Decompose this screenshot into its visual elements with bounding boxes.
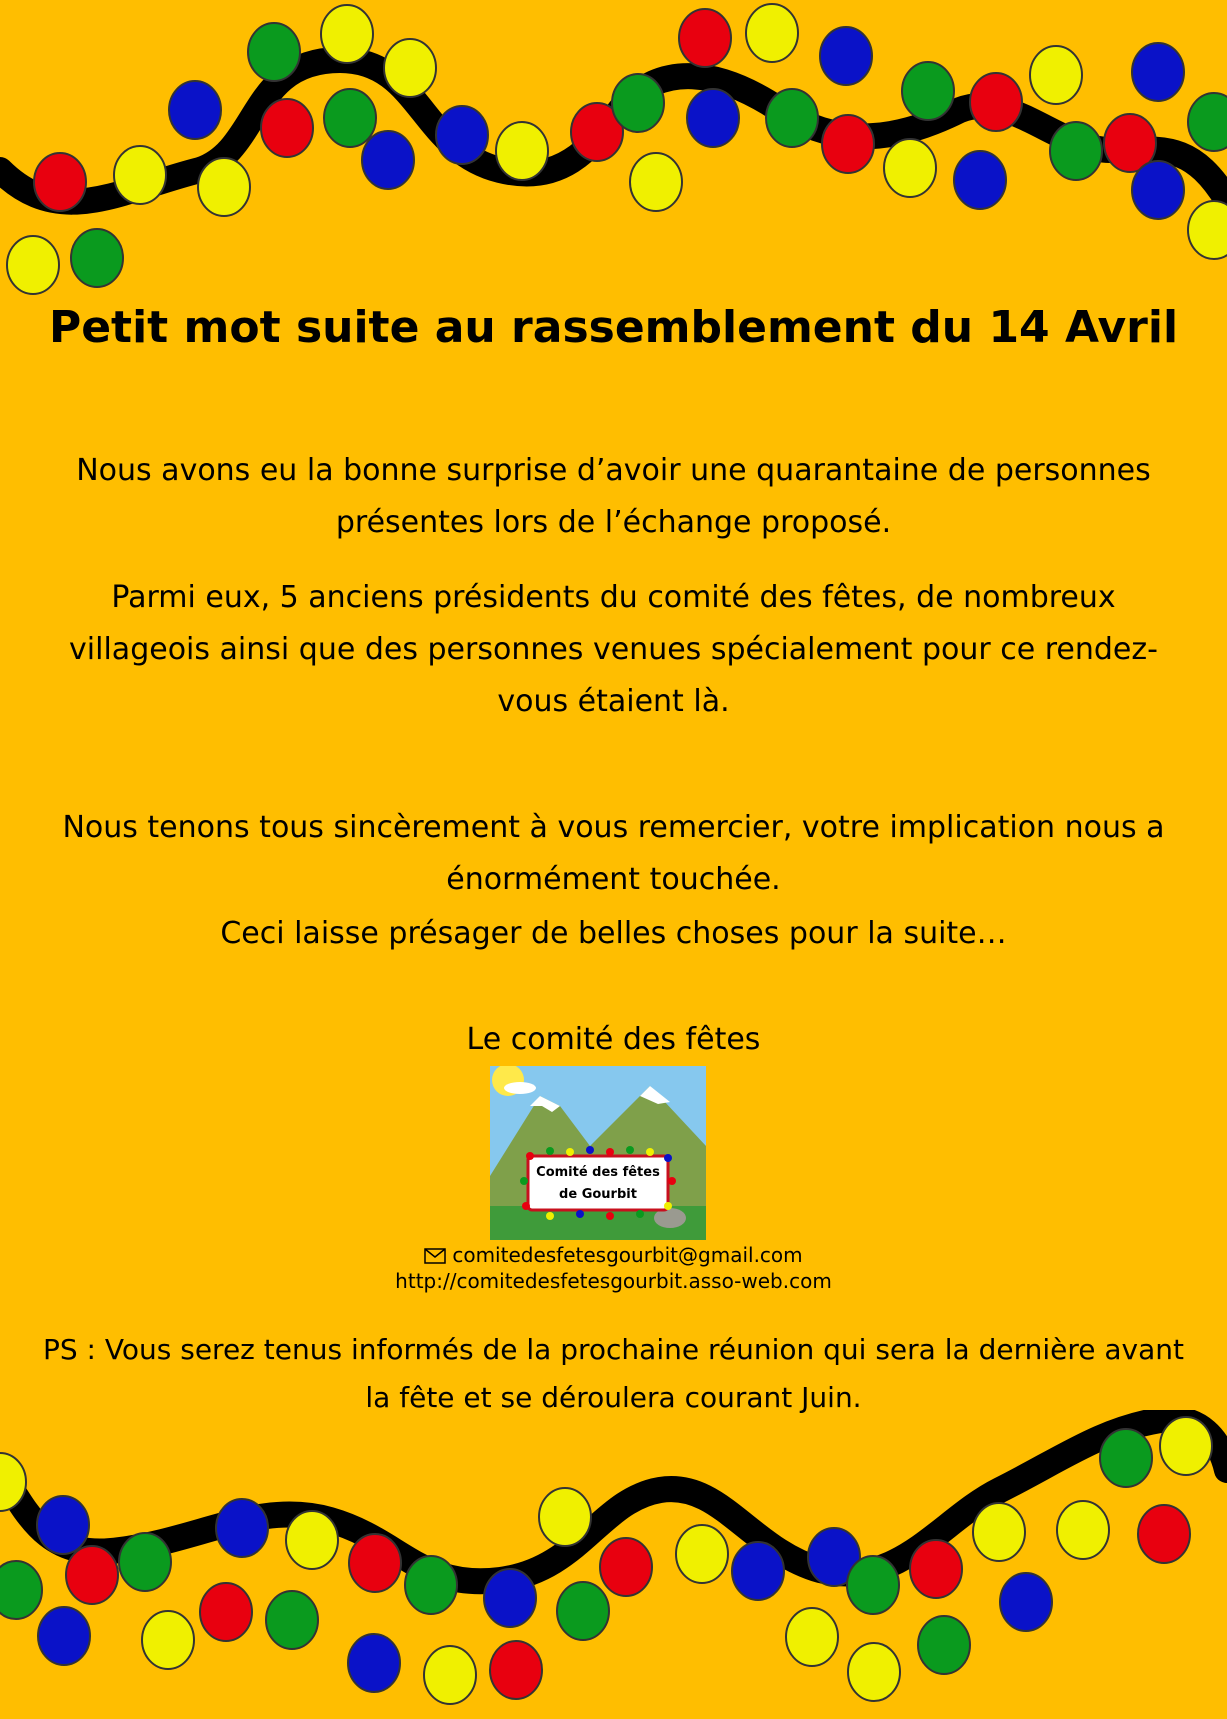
garland-bulb (37, 1496, 89, 1554)
garland-top-decoration (0, 0, 1227, 300)
garland-bulb (321, 5, 373, 63)
garland-bulb (436, 106, 488, 164)
garland-bulb (38, 1607, 90, 1665)
garland-bulb (424, 1646, 476, 1704)
garland-bulb (557, 1582, 609, 1640)
garland-bottom-decoration (0, 1410, 1227, 1719)
garland-bulb (766, 89, 818, 147)
envelope-icon (424, 1248, 446, 1264)
garland-bulb (1188, 201, 1227, 259)
committee-logo (490, 1066, 706, 1240)
garland-bulb (142, 1611, 194, 1669)
postscript: PS : Vous serez tenus informés de la prochaine réunion qui sera la dernière avant la fête et se déroulera courant Juin. (43, 1333, 1184, 1414)
garland-bulb (954, 151, 1006, 209)
logo-text-line2: de Gourbit (559, 1187, 637, 1202)
signature: Le comité des fêtes (466, 1022, 761, 1057)
garland-bulb (384, 39, 436, 97)
garland-bulb (630, 153, 682, 211)
garland-bulb (1000, 1573, 1052, 1631)
garland-bulb (266, 1591, 318, 1649)
garland-bulb (66, 1546, 118, 1604)
garland-bulb (348, 1634, 400, 1692)
garland-bulb (612, 74, 664, 132)
garland-bulb (1057, 1501, 1109, 1559)
contact-website-line (0, 1268, 1227, 1294)
garland-bulb (539, 1488, 591, 1546)
paragraph-attendees: Parmi eux, 5 anciens présidents du comité des fêtes, de nombreux villageois ainsi que des personnes venues spécialement pour ce rendez-vous étaient là. (69, 580, 1158, 719)
garland-bulb (973, 1503, 1025, 1561)
garland-bulb (198, 158, 250, 216)
garland-bulb (7, 236, 59, 294)
contact-email-link[interactable]: comitedesfetesgourbit@gmail.com (452, 1243, 803, 1267)
garland-bulbs (7, 4, 1227, 294)
garland-bulb (248, 23, 300, 81)
garland-bulb (1100, 1429, 1152, 1487)
garland-bulb (216, 1499, 268, 1557)
garland-bulb (687, 89, 739, 147)
garland-bulb (1160, 1417, 1212, 1475)
garland-bulb (71, 229, 123, 287)
garland-bulb (1050, 122, 1102, 180)
garland-bulb (0, 1561, 42, 1619)
garland-bulb (1030, 46, 1082, 104)
garland-bulb (119, 1533, 171, 1591)
logo-text-line1: Comité des fêtes (536, 1165, 660, 1180)
garland-bulb (34, 153, 86, 211)
garland-bulb (1188, 93, 1227, 151)
garland-bulb (884, 139, 936, 197)
garland-bulb (746, 4, 798, 62)
garland-bulb (286, 1511, 338, 1569)
garland-bulb (1138, 1505, 1190, 1563)
garland-bulb (902, 62, 954, 120)
garland-bulb (822, 115, 874, 173)
garland-bulb (496, 122, 548, 180)
garland-bulb (1132, 161, 1184, 219)
garland-bulb (847, 1556, 899, 1614)
garland-bulb (848, 1643, 900, 1701)
contact-website-link[interactable]: http://comitedesfetesgourbit.asso-web.com (395, 1269, 832, 1293)
garland-bulb (732, 1542, 784, 1600)
garland-bulb (261, 99, 313, 157)
garland-bulb (676, 1525, 728, 1583)
contact-email-line (0, 1242, 1227, 1268)
garland-bulb (362, 131, 414, 189)
garland-bulb (1132, 43, 1184, 101)
garland-bulb (349, 1534, 401, 1592)
garland-bulb (970, 73, 1022, 131)
garland-bulb (679, 9, 731, 67)
garland-bulb (490, 1641, 542, 1699)
garland-bulb (405, 1556, 457, 1614)
garland-bulb (820, 27, 872, 85)
garland-bulb (918, 1616, 970, 1674)
garland-bulb (200, 1583, 252, 1641)
paragraph-attendance: Nous avons eu la bonne surprise d’avoir une quarantaine de personnes présentes lors de l’échange proposé. (76, 453, 1151, 540)
garland-bulb (114, 146, 166, 204)
page-title: Petit mot suite au rassemblement du 14 Avril (48, 302, 1179, 353)
garland-bulb (600, 1538, 652, 1596)
paragraph-outlook: Ceci laisse présager de belles choses pour la suite… (220, 916, 1007, 951)
garland-bulb (169, 81, 221, 139)
garland-bulb (910, 1540, 962, 1598)
garland-bulb (324, 89, 376, 147)
paragraph-thanks: Nous tenons tous sincèrement à vous remercier, votre implication nous a énormément touchée. (62, 810, 1165, 897)
garland-bulb (786, 1608, 838, 1666)
garland-bulb (484, 1569, 536, 1627)
